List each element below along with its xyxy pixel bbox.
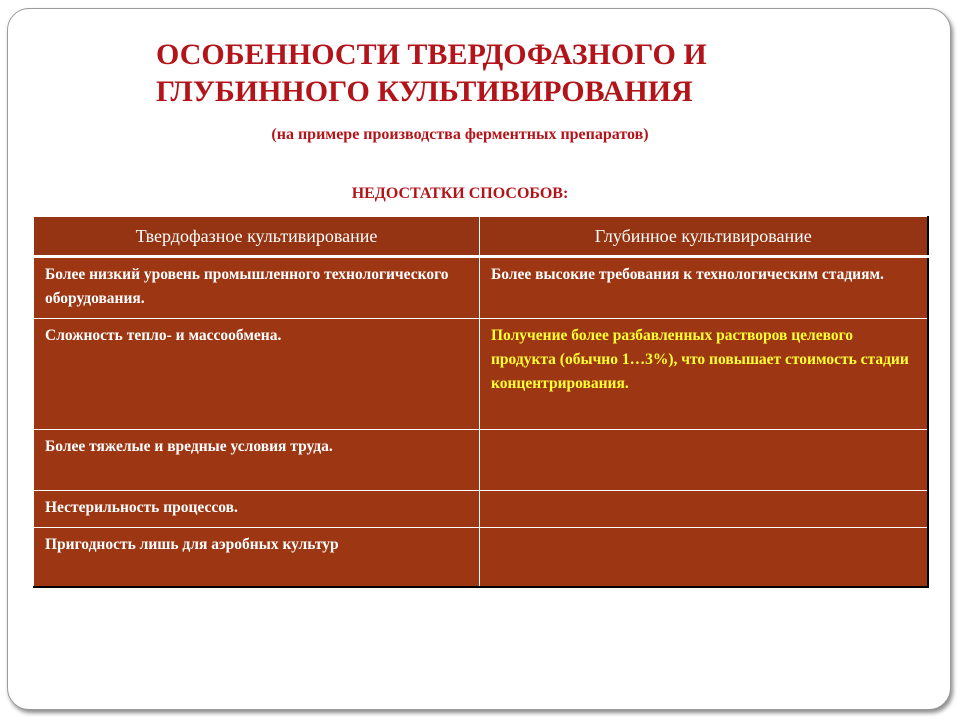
table-row [34, 319, 928, 430]
header-deep: Глубинное культивирование [480, 217, 928, 257]
header-solid-phase: Твердофазное культивирование [34, 217, 480, 257]
cell-deep-empty [480, 491, 928, 528]
table-header-row [34, 217, 928, 257]
comparison-table-wrap [33, 216, 927, 588]
table-row [34, 491, 928, 528]
cell-deep-highlight: Получение более разбавленных растворов целевого продукта (обычно 1…3%), что повышает стоимость стадии концентрирования. [480, 319, 928, 430]
cell-solid: Пригодность лишь для аэробных культур [34, 528, 480, 588]
table-row [34, 528, 928, 588]
slide-title [156, 36, 856, 110]
table-row [34, 257, 928, 319]
cell-solid: Сложность тепло- и массообмена. [34, 319, 480, 430]
slide-title-line2: ГЛУБИННОГО КУЛЬТИВИРОВАНИЯ [156, 75, 693, 108]
cell-deep-empty [480, 528, 928, 588]
section-heading: НЕДОСТАТКИ СПОСОБОВ: [351, 185, 569, 202]
comparison-table [33, 216, 929, 588]
slide-title-line1: ОСОБЕННОСТИ ТВЕРДОФАЗНОГО И [156, 38, 707, 71]
cell-solid: Нестерильность процессов. [34, 491, 480, 528]
slide-subtitle: (на примере производства ферментных препаратов) [271, 126, 649, 143]
cell-solid: Более низкий уровень промышленного технологического оборудования. [34, 257, 480, 319]
cell-deep: Более высокие требования к технологическим стадиям. [480, 257, 928, 319]
table-row [34, 430, 928, 491]
cell-deep-empty [480, 430, 928, 491]
cell-solid: Более тяжелые и вредные условия труда. [34, 430, 480, 491]
